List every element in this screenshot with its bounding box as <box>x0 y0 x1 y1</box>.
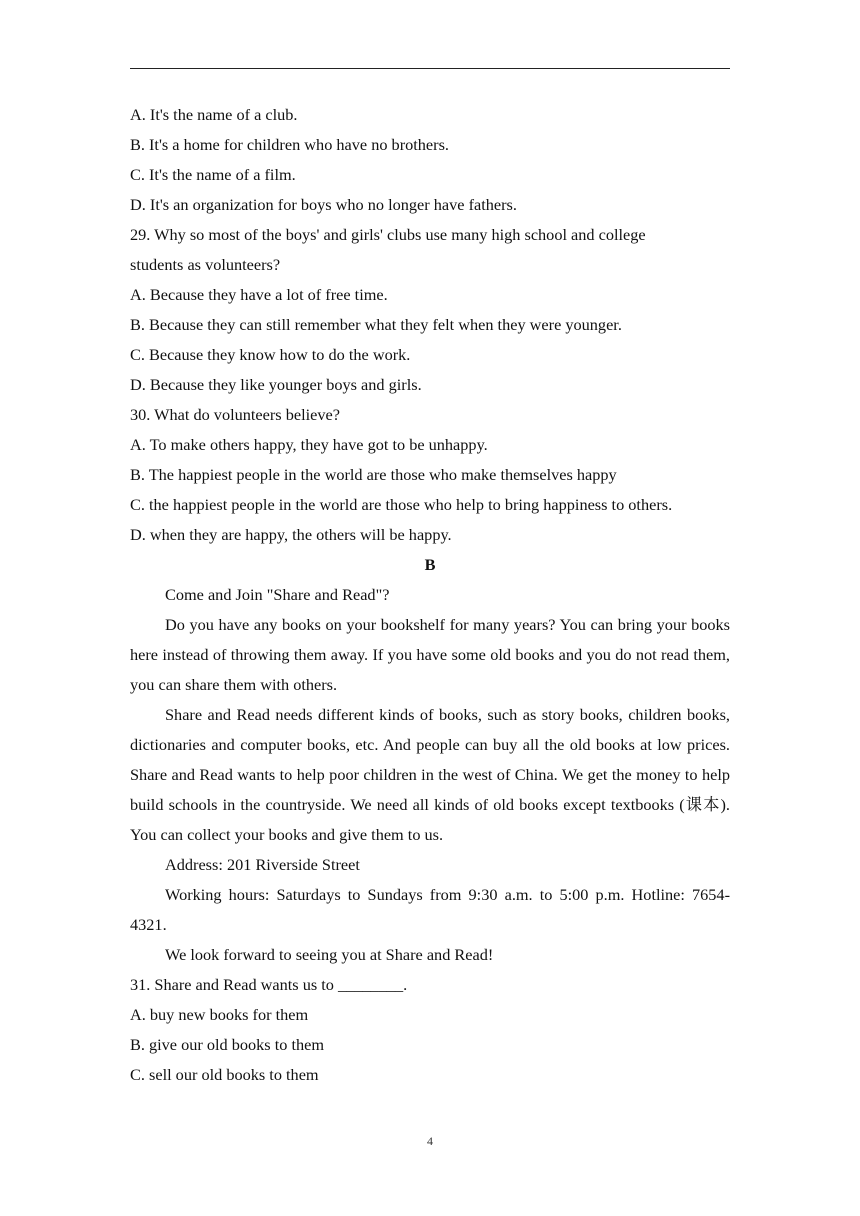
passage-working-hours: Working hours: Saturdays to Sundays from 9:30 a.m. to 5:00 p.m. Hotline: 7654-4321. <box>130 885 730 934</box>
passage-paragraph-1: Do you have any books on your bookshelf for many years? You can bring your books here instead of throwing them away. If you have some old books and you do not read them, you can share them with others. <box>130 615 730 694</box>
q31-option-b: B. give our old books to them <box>130 1035 325 1054</box>
passage-address: Address: 201 Riverside Street <box>165 855 360 874</box>
header-rule <box>130 68 730 69</box>
q28-option-c: C. It's the name of a film. <box>130 165 296 184</box>
q31-question: 31. Share and Read wants us to ________. <box>130 975 408 994</box>
q28-option-a: A. It's the name of a club. <box>130 105 298 124</box>
q30-option-b: B. The happiest people in the world are those who make themselves happy <box>130 465 617 484</box>
q28-option-b: B. It's a home for children who have no brothers. <box>130 135 449 154</box>
q29-option-a: A. Because they have a lot of free time. <box>130 285 388 304</box>
section-heading: B <box>424 555 436 574</box>
q29-question-line2: students as volunteers? <box>130 255 281 274</box>
passage-paragraph-2: Share and Read needs different kinds of books, such as story books, children books, dictionaries and computer books, etc. And people can buy all the old books at low prices. Share and Read wants to help poor children in the west of China. We get the money to help build schools in the countryside. We need all kinds of old books except textbooks (课本). You can collect your books and give them to us. <box>130 705 730 844</box>
passage-closing: We look forward to seeing you at Share and Read! <box>165 945 494 964</box>
q30-option-d: D. when they are happy, the others will be happy. <box>130 525 452 544</box>
q29-option-c: C. Because they know how to do the work. <box>130 345 411 364</box>
q29-question-line1: 29. Why so most of the boys' and girls' clubs use many high school and college <box>130 225 646 244</box>
q31-option-a: A. buy new books for them <box>130 1005 309 1024</box>
q31-option-c: C. sell our old books to them <box>130 1065 319 1084</box>
q29-option-b: B. Because they can still remember what they felt when they were younger. <box>130 315 622 334</box>
q29-option-d: D. Because they like younger boys and girls. <box>130 375 422 394</box>
document-body <box>130 100 730 1090</box>
passage-title: Come and Join "Share and Read"? <box>165 585 390 604</box>
q28-option-d: D. It's an organization for boys who no longer have fathers. <box>130 195 517 214</box>
page-number: 4 <box>427 1134 433 1148</box>
q30-option-c: C. the happiest people in the world are those who help to bring happiness to others. <box>130 495 673 514</box>
q30-option-a: A. To make others happy, they have got to be unhappy. <box>130 435 488 454</box>
q30-question: 30. What do volunteers believe? <box>130 405 340 424</box>
